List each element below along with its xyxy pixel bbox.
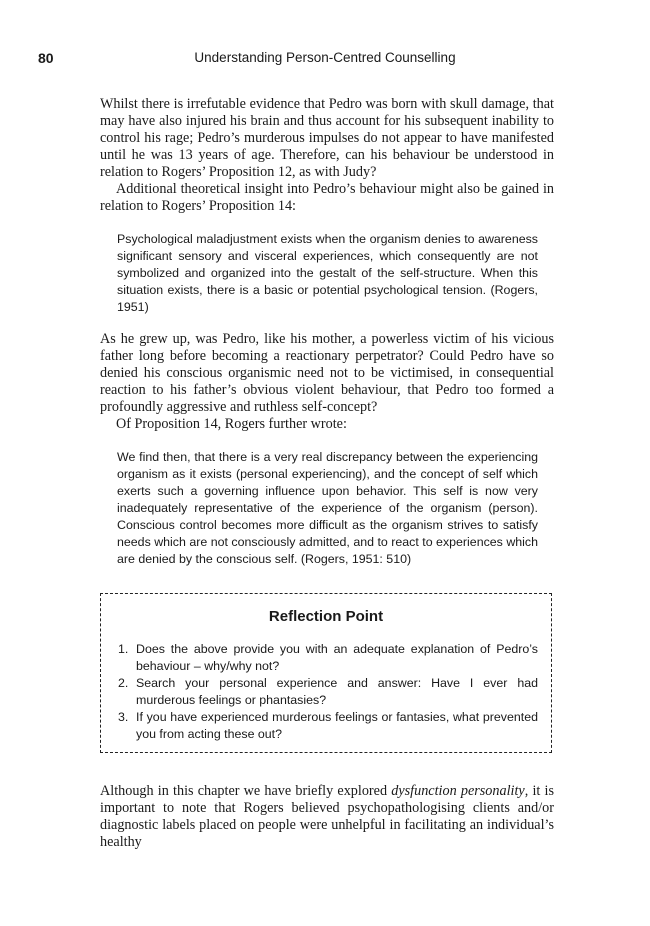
reflection-question-2 bbox=[118, 675, 538, 709]
block-quote-2 bbox=[117, 449, 538, 568]
question-number: 3. bbox=[118, 710, 129, 724]
question-text: Does the above provide you with an adequate explanation of Pedro’s behaviour – why/why not? bbox=[136, 642, 538, 673]
block-quote-2-text: We find then, that there is a very real discrepancy between the experiencing organism as it exists (personal experiencing), and the concept of self which exerts such a governing influence upon behavior. This self is now very inadequately representative of the experience of the organism (person). Conscious control becomes more difficult as the organism strives to satisfy needs which are not consciously admitted, and to react to experiences which are denied by the conscious self. (Rogers, 1951: 510) bbox=[117, 450, 538, 566]
body-text-block-1 bbox=[100, 96, 554, 215]
reflection-question-list bbox=[118, 641, 538, 743]
reflection-point-box bbox=[100, 593, 552, 753]
question-text: Search your personal experience and answer: Have I ever had murderous feelings or phantasies? bbox=[136, 676, 538, 707]
reflection-question-1 bbox=[118, 641, 538, 675]
question-number: 1. bbox=[118, 642, 129, 656]
dysfunction-personality-term: dysfunction personality bbox=[391, 783, 525, 799]
body-text-block-3 bbox=[100, 783, 554, 851]
paragraph-5-rest: , it is important to note that Rogers believed psychopathologising clients and/or diagnostic labels placed on people were unhelpful in facilitating an individual’s healthy bbox=[100, 783, 554, 850]
reflection-question-3 bbox=[118, 709, 538, 743]
question-number: 2. bbox=[118, 676, 129, 690]
reflection-point-title: Reflection Point bbox=[268, 608, 384, 625]
question-text: If you have experienced murderous feelings or fantasies, what prevented you from acting these out? bbox=[136, 710, 538, 741]
paragraph-4: Of Proposition 14, Rogers further wrote: bbox=[116, 416, 347, 432]
page-number: 80 bbox=[38, 50, 54, 66]
block-quote-1-text: Psychological maladjustment exists when the organism denies to awareness significant sensory and visceral experiences, which consequently are not symbolized and organized into the gestalt of the self-structure. When this situation exists, there is a basic or potential psychological tension. (Rogers, 1951) bbox=[117, 232, 538, 314]
paragraph-3: As he grew up, was Pedro, like his mother, a powerless victim of his vicious father long before becoming a reactionary perpetrator? Could Pedro have so denied his conscious organismic need not to be victimised, in consequential reaction to his father’s obvious violent behaviour, that Pedro too formed a profoundly aggressive and ruthless self-concept? bbox=[100, 331, 554, 415]
paragraph-1: Whilst there is irrefutable evidence that Pedro was born with skull damage, that may have also injured his brain and thus account for his subsequent inability to control his rage; Pedro’s murderous impulses do not appear to have manifested until he was 13 years of age. Therefore, can his behaviour be understood in relation to Rogers’ Proposition 12, as with Judy? bbox=[100, 96, 554, 180]
body-text-block-2 bbox=[100, 331, 554, 433]
page-header bbox=[0, 50, 650, 70]
running-title: Understanding Person-Centred Counselling bbox=[194, 50, 456, 65]
block-quote-1 bbox=[117, 231, 538, 316]
paragraph-5 bbox=[100, 783, 554, 851]
paragraph-2: Additional theoretical insight into Pedro’s behaviour might also be gained in relation to Rogers’ Proposition 14: bbox=[100, 181, 554, 214]
paragraph-5-lead: Although in this chapter we have briefly explored bbox=[100, 783, 392, 799]
